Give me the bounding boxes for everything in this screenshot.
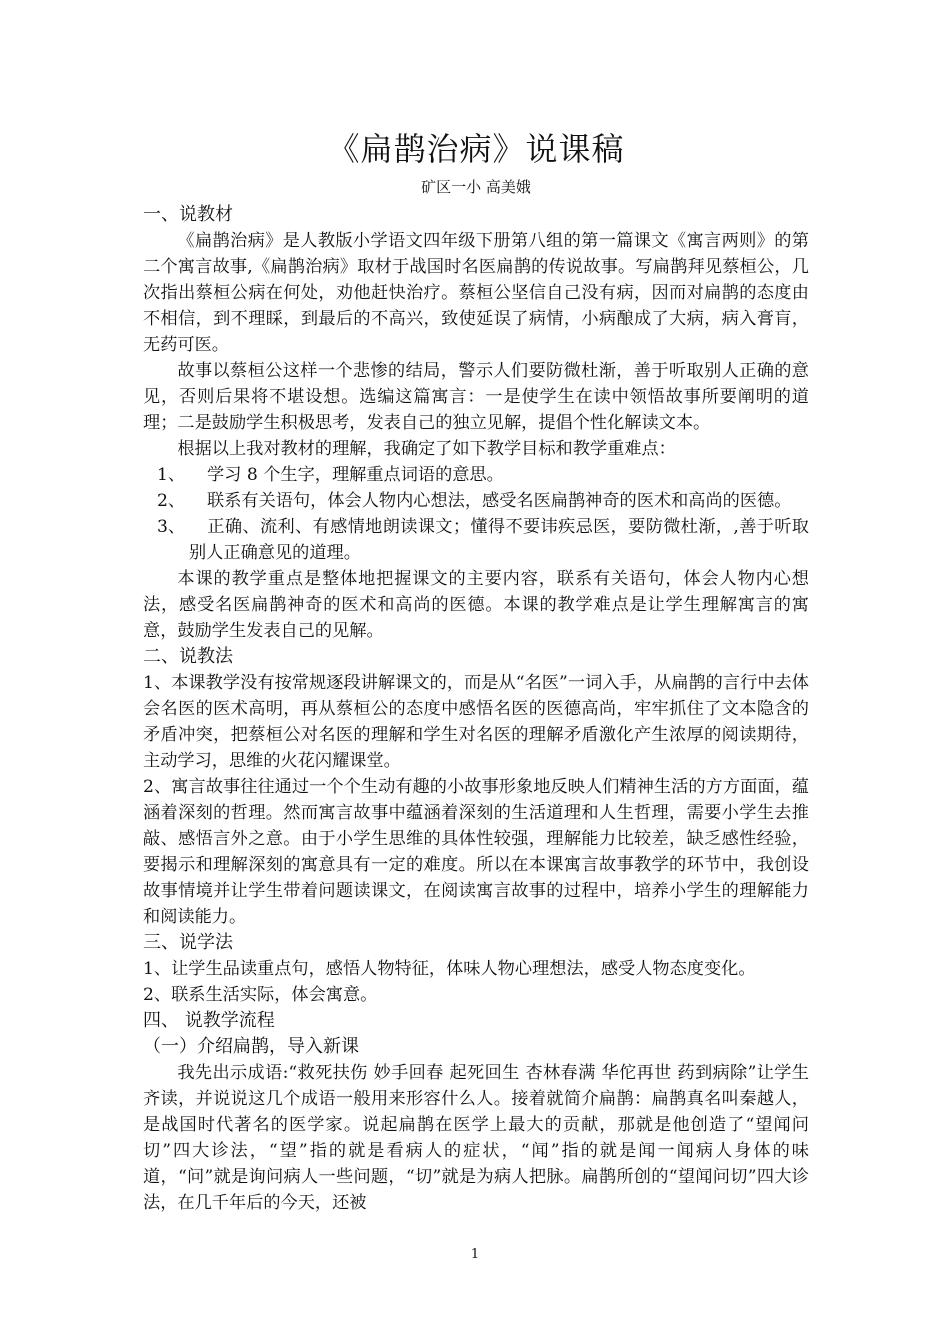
author-line: 矿区一小 高美娥 (421, 178, 531, 196)
paragraph: 我先出示成语:“救死扶伤 妙手回春 起死回生 杏林春满 华佗再世 药到病除”让学生齐读，并说说这几个成语一般用来形容什么人。接着就简介扁鹊：扁鹊真名叫秦越人，是战国时代著名的医学家。说起扁鹊在医学上最大的贡献，那就是他创造了“望闻问切”四大诊法，“望”指的就是看病人的症状，“闻”指的就是闻一闻病人身体的味道，“问”就是询问病人一些问题，“切”就是为病人把脉。扁鹊所创的“望闻问切”四大诊法，在几千年后的今天，还被 (143, 1063, 809, 1213)
goal-item (143, 488, 809, 514)
section-1-heading: 一、说教材 (143, 204, 233, 225)
goal-item (143, 462, 809, 488)
goal-text: 学习 8 个生字，理解重点词语的意思。 (207, 465, 504, 485)
subsection-heading: （一）介绍扁鹊，导入新课 (143, 1036, 359, 1057)
goal-text: 正确、流利、有感情地朗读课文；懂得不要讳疾忌医，要防微杜渐，,善于听取别人正确意见的道理。 (189, 517, 809, 563)
goal-text: 联系有关语句，体会人物内心想法，感受名医扁鹊神奇的医术和高尚的医德。 (207, 491, 792, 511)
goal-number: 3、 (157, 517, 186, 537)
paragraph: 故事以蔡桓公这样一个悲惨的结局，警示人们要防微杜渐，善于听取别人正确的意见，否则后果将不堪设想。选编这篇寓言：一是使学生在读中领悟故事所要阐明的道理；二是鼓励学生积极思考，发表自己的独立见解，提倡个性化解读文本。 (143, 361, 809, 433)
goal-number: 1、 (157, 465, 186, 485)
section-3-heading: 三、说学法 (143, 932, 233, 953)
paragraph: 本课的教学重点是整体地把握课文的主要内容，联系有关语句，体会人物内心想法，感受名医扁鹊神奇的医术和高尚的医德。本课的教学难点是让学生理解寓言的寓意，鼓励学生发表自己的见解。 (143, 569, 809, 641)
paragraph: 1、本课教学没有按常规逐段讲解课文的，而是从“名医”一词入手，从扁鹊的言行中去体会名医的医术高明，再从蔡桓公的态度中感悟名医的医德高尚，牢牢抓住了文本隐含的矛盾冲突，把蔡桓公对名医的理解和学生对名医的理解矛盾激化产生浓厚的阅读期待，主动学习，思维的火花闪耀课堂。 (143, 673, 809, 771)
paragraph: 《扁鹊治病》是人教版小学语文四年级下册第八组的第一篇课文《寓言两则》的第二个寓言故事,《扁鹊治病》取材于战国时名医扁鹊的传说故事。写扁鹊拜见蔡桓公，几次指出蔡桓公病在何处，劝他赶快治疗。蔡桓公坚信自己没有病，因而对扁鹊的态度由不相信，到不理睬，到最后的不高兴，致使延误了病情，小病酿成了大病，病入膏肓，无药可医。 (143, 231, 809, 355)
document-page (143, 122, 809, 1216)
goal-number: 2、 (157, 491, 186, 511)
goal-item (143, 514, 809, 566)
paragraph: 2、寓言故事往往通过一个个生动有趣的小故事形象地反映人们精神生活的方方面面，蕴涵着深刻的哲理。然而寓言故事中蕴涵着深刻的生活道理和人生哲理，需要小学生去推敲、感悟言外之意。由于小学生思维的具体性较强，理解能力比较差，缺乏感性经验，要揭示和理解深刻的寓意具有一定的难度。所以在本课寓言故事教学的环节中，我创设故事情境并让学生带着问题读课文，在阅读寓言故事的过程中，培养小学生的理解能力和阅读能力。 (143, 777, 809, 927)
section-2-heading: 二、说教法 (143, 646, 233, 667)
section-4-heading: 四、 说教学流程 (143, 1010, 275, 1031)
document-title: 《扁鹊治病》说课稿 (327, 130, 625, 168)
paragraph: 1、让学生品读重点句，感悟人物特征，体味人物心理想法，感受人物态度变化。 (143, 959, 756, 979)
page-number: 1 (470, 1247, 480, 1262)
paragraph: 根据以上我对教材的理解，我确定了如下教学目标和教学重难点： (177, 439, 676, 459)
paragraph: 2、联系生活实际，体会寓意。 (143, 985, 378, 1005)
